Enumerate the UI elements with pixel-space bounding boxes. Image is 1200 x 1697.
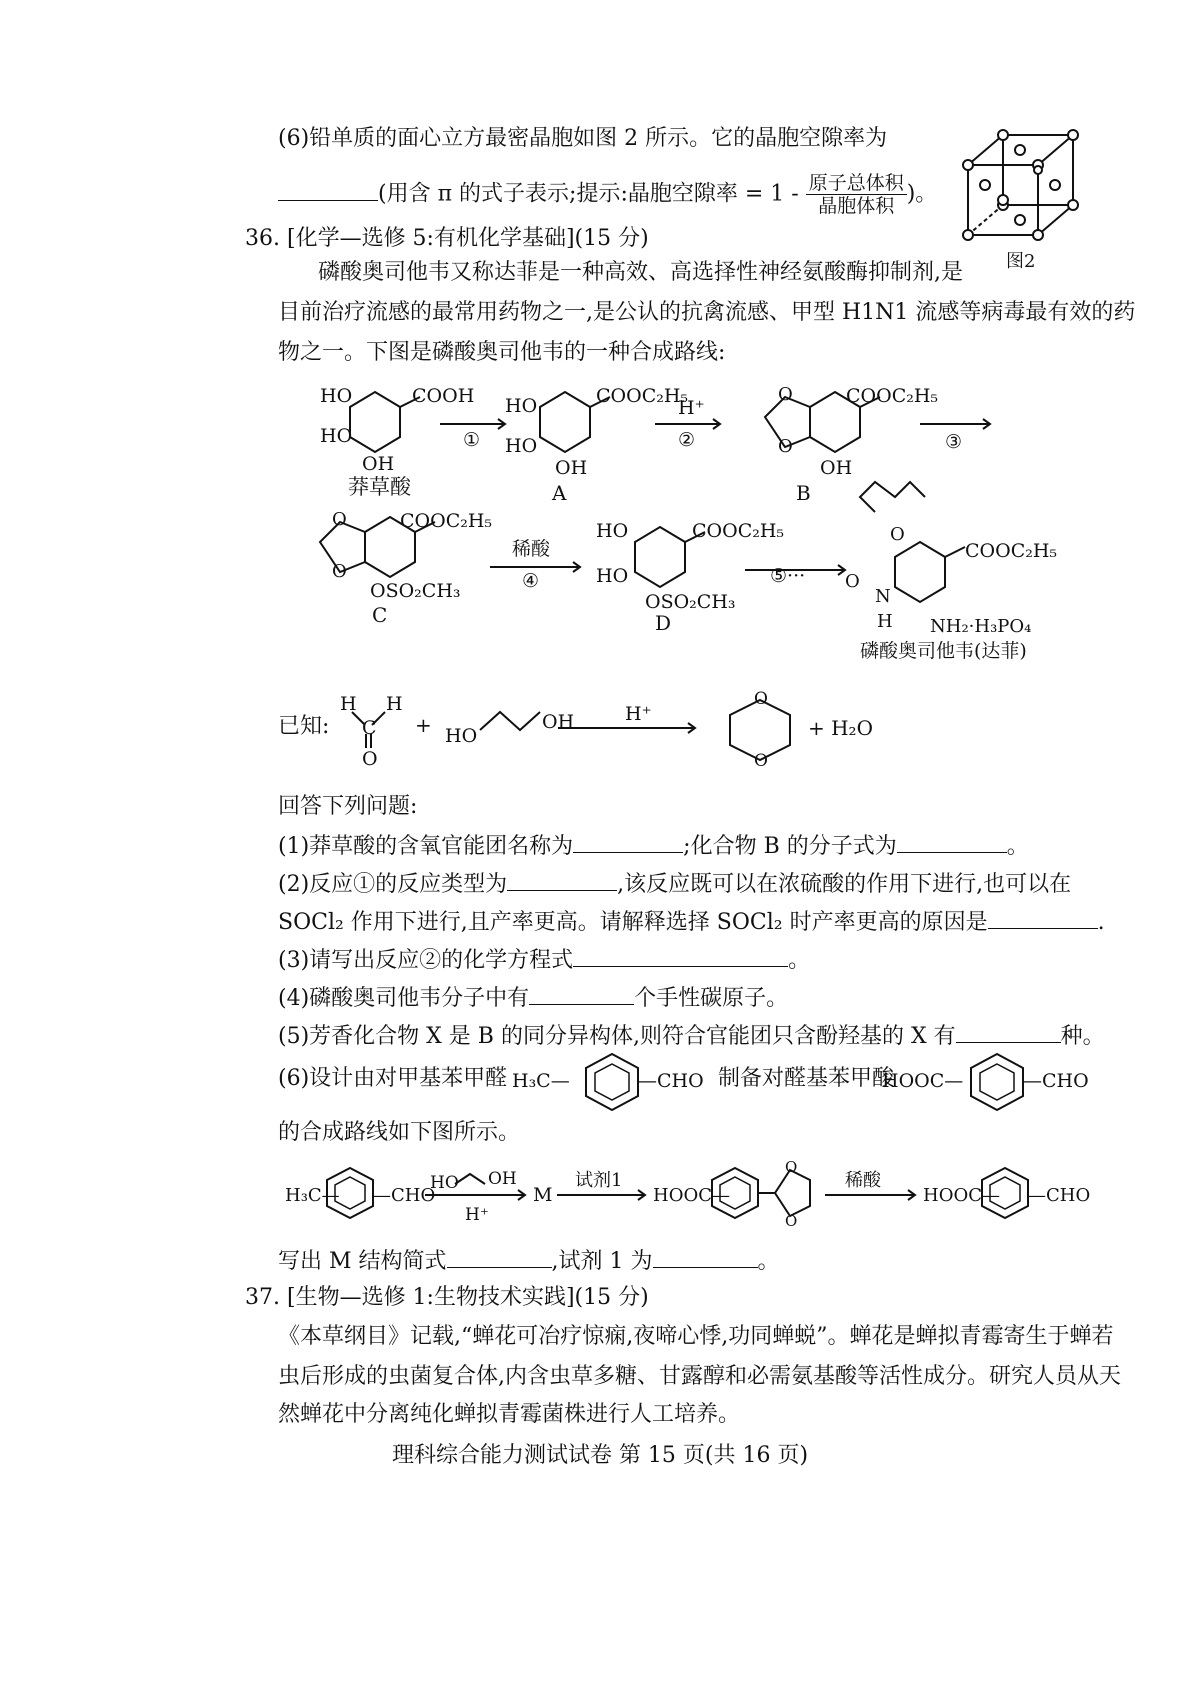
svg-text:O: O <box>845 571 860 592</box>
svg-text:OH: OH <box>362 453 395 475</box>
svg-text:HO: HO <box>505 395 538 417</box>
svg-text:OSO₂CH₃: OSO₂CH₃ <box>645 591 736 613</box>
porosity-fraction: $\frac{\text{原子总体积}}{\text{晶胞体积}}$ <box>806 172 907 217</box>
svg-text:—CHO: —CHO <box>638 1070 704 1092</box>
svg-text:—CHO: —CHO <box>1023 1070 1089 1092</box>
p-tolualdehyde-structure <box>512 1046 712 1116</box>
svg-text:N: N <box>875 586 891 607</box>
svg-text:HO: HO <box>596 565 629 587</box>
q37-heading: 37. [生物—选修 1:生物技术实践](15 分) <box>245 1285 649 1310</box>
svg-text:④: ④ <box>522 570 540 592</box>
question-5: (5)芳香化合物 X 是 B 的同分异构体,则符合官能团只含酚羟基的 X 有 种。 <box>278 1020 1105 1052</box>
svg-text:A: A <box>552 481 567 505</box>
q35-6-line2: (用含 π 的式子表示;提示:晶胞空隙率 = 1 - $\frac{\text{原子总体积}}{\text{晶胞体积}}$ )。 <box>278 172 937 217</box>
svg-text:H⁺: H⁺ <box>465 1205 489 1225</box>
answer-blank[interactable] <box>447 1245 552 1268</box>
question-6-line1: (6)设计由对甲基苯甲醛 <box>278 1066 508 1091</box>
svg-text:COOC₂H₅: COOC₂H₅ <box>692 520 785 542</box>
svg-text:—CHO: —CHO <box>373 1185 436 1206</box>
svg-text:H₃C—: H₃C— <box>512 1070 570 1092</box>
svg-text:①: ① <box>463 429 481 451</box>
svg-text:O: O <box>778 384 793 405</box>
svg-text:COOC₂H₅: COOC₂H₅ <box>846 385 939 407</box>
svg-text:③: ③ <box>945 431 963 453</box>
answer-blank[interactable] <box>988 906 1098 929</box>
svg-text:OH: OH <box>488 1169 517 1189</box>
svg-text:稀酸: 稀酸 <box>845 1170 881 1191</box>
svg-text:H₃C—: H₃C— <box>285 1185 340 1206</box>
answer-blank[interactable] <box>573 944 788 967</box>
answer-blank[interactable] <box>507 868 617 891</box>
4-formylbenzoic-acid-structure <box>882 1046 1102 1116</box>
svg-text:HO: HO <box>445 725 478 747</box>
known-reaction <box>330 690 950 770</box>
question-6-line2: 的合成路线如下图所示。 <box>278 1120 521 1145</box>
svg-text:O: O <box>785 1212 798 1230</box>
svg-text:O: O <box>785 1158 798 1176</box>
fcc-unit-cell-figure <box>958 125 1088 275</box>
svg-text:NH₂·H₃PO₄: NH₂·H₃PO₄ <box>930 616 1032 637</box>
svg-text:HO: HO <box>596 520 629 542</box>
svg-text:OH: OH <box>820 457 853 479</box>
svg-text:H⁺: H⁺ <box>678 397 705 419</box>
svg-text:—CHO: —CHO <box>1028 1185 1091 1206</box>
answer-blank[interactable] <box>956 1020 1061 1043</box>
svg-text:O: O <box>362 748 378 770</box>
svg-text:试剂1: 试剂1 <box>575 1170 623 1191</box>
svg-text:O: O <box>890 524 905 545</box>
svg-text:OSO₂CH₃: OSO₂CH₃ <box>370 580 461 602</box>
svg-text:HO: HO <box>430 1173 459 1193</box>
answer-blank[interactable] <box>278 178 378 201</box>
q36-intro-2: 目前治疗流感的最常用药物之一,是公认的抗禽流感、甲型 H1N1 流感等病毒最有效的药 <box>278 300 1136 325</box>
synthesis-scheme <box>300 372 1120 712</box>
svg-text:B: B <box>796 481 811 505</box>
svg-text:COOC₂H₅: COOC₂H₅ <box>596 385 689 407</box>
svg-text:COOC₂H₅: COOC₂H₅ <box>400 510 493 532</box>
answer-blank[interactable] <box>573 830 683 853</box>
svg-text:H: H <box>386 693 403 715</box>
svg-text:C: C <box>372 603 388 627</box>
svg-text:O: O <box>754 689 768 709</box>
q36-heading: 36. [化学—选修 5:有机化学基础](15 分) <box>245 226 649 251</box>
svg-text:HO: HO <box>505 435 538 457</box>
svg-text:H: H <box>877 611 893 632</box>
question-2-line1: (2)反应①的反应类型为 ,该反应既可以在浓硫酸的作用下进行,也可以在 <box>278 868 1071 900</box>
known-label: 已知: <box>278 714 330 739</box>
svg-text:HOOC—: HOOC— <box>923 1185 1000 1206</box>
svg-text:稀酸: 稀酸 <box>512 538 551 560</box>
svg-text:COOC₂H₅: COOC₂H₅ <box>965 540 1058 562</box>
q37-para-2: 虫后形成的虫菌复合体,内含虫草多糖、甘露醇和必需氨基酸等活性成分。研究人员从天 <box>278 1364 1121 1389</box>
svg-text:C: C <box>362 717 377 739</box>
svg-text:H⁺: H⁺ <box>625 703 652 725</box>
svg-text:HOOC—: HOOC— <box>882 1070 964 1092</box>
answer-prompt: 回答下列问题: <box>278 794 418 819</box>
page-footer: 理科综合能力测试试卷 第 15 页(共 16 页) <box>391 1443 809 1468</box>
q36-intro-3: 物之一。下图是磷酸奥司他韦的一种合成路线: <box>278 340 726 365</box>
q35-6-line1: (6)铅单质的面心立方最密晶胞如图 2 所示。它的晶胞空隙率为 <box>278 126 888 151</box>
svg-text:⑤···: ⑤··· <box>770 565 806 587</box>
svg-text:HO: HO <box>320 425 353 447</box>
svg-text:D: D <box>655 611 672 635</box>
svg-text:O: O <box>778 436 793 457</box>
question-3: (3)请写出反应②的化学方程式 。 <box>278 944 810 976</box>
figure-label: 图2 <box>1006 251 1036 272</box>
svg-text:HO: HO <box>320 385 353 407</box>
svg-text:OH: OH <box>542 711 575 733</box>
svg-text:H: H <box>340 693 357 715</box>
svg-text:O: O <box>332 561 347 582</box>
oseltamivir-label: 磷酸奥司他韦(达菲) <box>860 640 1027 662</box>
svg-text:②: ② <box>678 429 696 451</box>
answer-blank[interactable] <box>897 830 1007 853</box>
svg-text:O: O <box>332 509 347 530</box>
sub-synthesis-route <box>285 1158 1091 1238</box>
svg-text:+: + <box>415 713 432 737</box>
svg-text:+ H₂O: + H₂O <box>808 716 873 740</box>
svg-text:M: M <box>533 1184 553 1206</box>
question-6-answer: 写出 M 结构简式 ,试剂 1 为 。 <box>278 1245 780 1277</box>
q37-para-3: 然蝉花中分离纯化蝉拟青霉菌株进行人工培养。 <box>278 1402 741 1427</box>
question-2-line2: SOCl₂ 作用下进行,且产率更高。请解释选择 SOCl₂ 时产率更高的原因是 . <box>278 906 1105 938</box>
shikimic-acid-label: 莽草酸 <box>348 475 411 499</box>
q37-para-1: 《本草纲目》记载,“蝉花可冶疗惊痫,夜啼心悸,功同蝉蜕”。蝉花是蝉拟青霉寄生于蝉若 <box>278 1324 1114 1349</box>
svg-text:HOOC—: HOOC— <box>653 1185 730 1206</box>
question-4: (4)磷酸奥司他韦分子中有 个手性碳原子。 <box>278 982 788 1014</box>
question-6-mid: 制备对醛基苯甲酸 <box>718 1066 895 1091</box>
svg-text:O: O <box>754 751 768 771</box>
answer-blank[interactable] <box>653 1245 758 1268</box>
svg-text:OH: OH <box>555 457 588 479</box>
question-1: (1)莽草酸的含氧官能团名称为 ;化合物 B 的分子式为 。 <box>278 830 1029 862</box>
answer-blank[interactable] <box>529 982 634 1005</box>
svg-text:COOH: COOH <box>412 385 475 407</box>
q36-intro-1: 磷酸奥司他韦又称达菲是一种高效、高选择性神经氨酸酶抑制剂,是 <box>318 260 963 285</box>
